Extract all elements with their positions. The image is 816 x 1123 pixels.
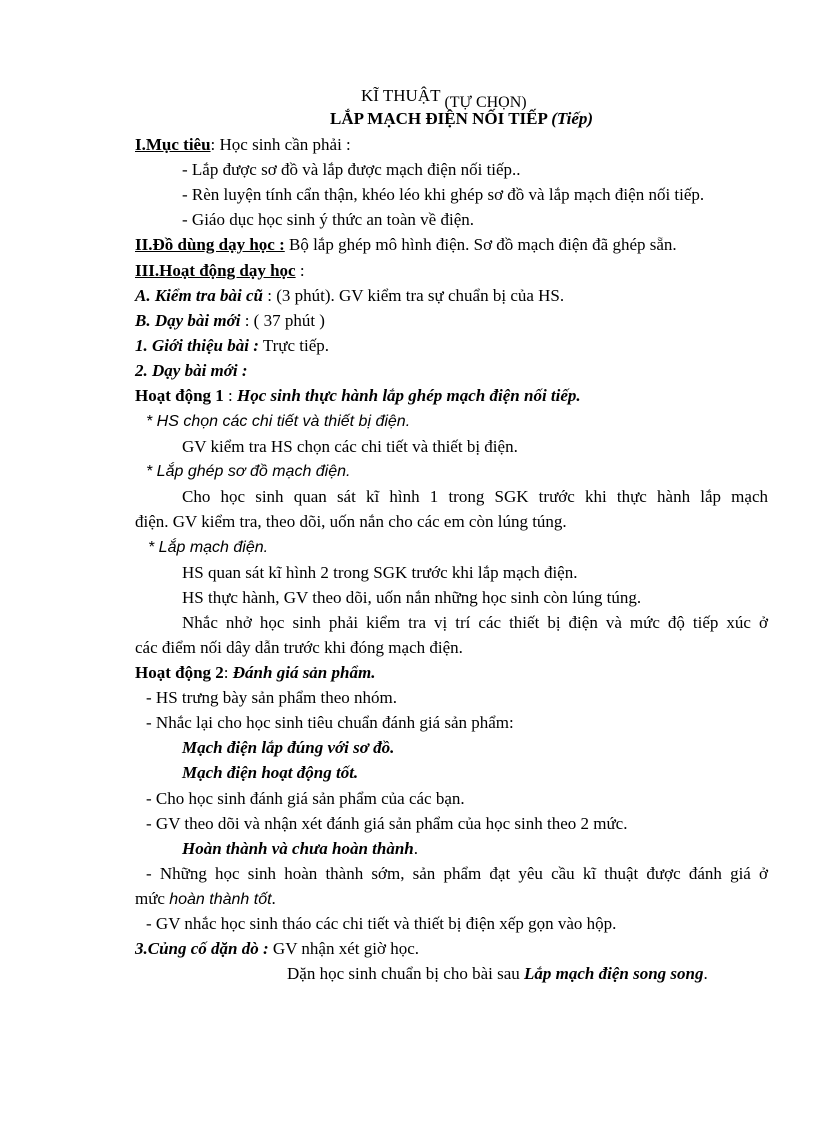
objective-item: - Rèn luyện tính cẩn thận, khéo léo khi ghép sơ đồ và lắp mạch điện nối tiếp. xyxy=(182,185,705,204)
activity2-item-cont-b: hoàn thành tốt xyxy=(169,891,272,908)
activity2-item: - GV theo dõi và nhận xét đánh giá sản phẩm của học sinh theo 2 mức. xyxy=(146,814,628,833)
introduction-line xyxy=(135,335,329,357)
activity2-colon: : xyxy=(223,663,233,682)
activity2-item: - Cho học sinh đánh giá sản phẩm của các bạn. xyxy=(146,789,465,808)
objectives-label: I.Mục tiêu xyxy=(135,135,211,154)
activity1-step2-text: Cho học sinh quan sát kĩ hình 1 trong SGK trước khi thực hành lắp mạch xyxy=(182,487,768,506)
subject-title xyxy=(361,85,527,111)
closing-period: . xyxy=(703,964,708,983)
activity1-step1: * HS chọn các chi tiết và thiết bị điện. xyxy=(146,413,411,430)
activities-label: III.Hoạt động dạy học xyxy=(135,261,296,280)
next-lesson-title: Lắp mạch điện song song xyxy=(524,964,704,983)
activity2-title: Đánh giá sản phẩm. xyxy=(232,663,376,682)
objectives-heading xyxy=(135,134,351,156)
introduction-label: 1. Giới thiệu bài : xyxy=(135,336,259,355)
activity2-heading xyxy=(135,662,375,684)
closing-next-text: Dặn học sinh chuẩn bị cho bài sau xyxy=(287,964,524,983)
review-line xyxy=(135,285,564,307)
activity1-reminder-cont: các điểm nối dây dẫn trước khi đóng mạch điện. xyxy=(135,638,463,657)
evaluation-levels xyxy=(182,838,418,860)
closing-next xyxy=(287,963,708,985)
activity2-item: - GV nhắc học sinh tháo các chi tiết và thiết bị điện xếp gọn vào hộp. xyxy=(146,914,617,933)
activities-heading-suffix: : xyxy=(295,261,305,280)
teach-new-label: 2. Dạy bài mới : xyxy=(135,361,248,380)
closing-text: GV nhận xét giờ học. xyxy=(268,939,419,958)
activity2-item-cont-c: . xyxy=(271,889,276,908)
activity2-item: - Nhắc lại cho học sinh tiêu chuẩn đánh giá sản phẩm: xyxy=(146,713,514,732)
lesson-title-suffix: (Tiếp) xyxy=(551,109,594,128)
materials-text: Bộ lắp ghép mô hình điện. Sơ đồ mạch điện đã ghép sẵn. xyxy=(284,235,677,254)
objective-item: - Lắp được sơ đồ và lắp được mạch điện nối tiếp.. xyxy=(182,160,521,179)
criterion: Mạch điện hoạt động tốt. xyxy=(182,763,359,782)
new-lesson-line xyxy=(135,310,325,332)
activity1-step1-text: GV kiểm tra HS chọn các chi tiết và thiết bị điện. xyxy=(182,437,518,456)
activity1-step3: * Lắp mạch điện. xyxy=(148,539,269,556)
objective-item: - Giáo dục học sinh ý thức an toàn về điện. xyxy=(182,210,474,229)
activity2-item-cont xyxy=(135,888,276,911)
activity2-item-cont-a: mức xyxy=(135,889,170,908)
evaluation-levels-text: Hoàn thành và chưa hoàn thành xyxy=(182,839,414,858)
new-lesson-text: : ( 37 phút ) xyxy=(240,311,325,330)
activity1-heading xyxy=(135,385,581,407)
activity2-item: - Những học sinh hoàn thành sớm, sản phẩm đạt yêu cầu kĩ thuật được đánh giá ở xyxy=(146,864,768,883)
lesson-title-text: LẮP MẠCH ĐIỆN NỐI TIẾP xyxy=(330,109,547,128)
new-lesson-label: B. Dạy bài mới xyxy=(135,311,241,330)
lesson-title xyxy=(330,108,593,130)
activity1-reminder: Nhắc nhở học sinh phải kiểm tra vị trí các thiết bị điện và mức độ tiếp xúc ở xyxy=(182,613,768,632)
review-text: : (3 phút). GV kiểm tra sự chuẩn bị của HS. xyxy=(262,286,565,305)
evaluation-levels-dot: . xyxy=(413,839,418,858)
materials-line xyxy=(135,234,677,256)
activity1-step2: * Lắp ghép sơ đồ mạch điện. xyxy=(146,463,351,480)
activity1-step2-text-cont: điện. GV kiểm tra, theo dõi, uốn nắn cho các em còn lúng túng. xyxy=(135,512,567,531)
activity2-item: - HS trưng bày sản phẩm theo nhóm. xyxy=(146,688,397,707)
activity1-colon: : xyxy=(223,386,238,405)
activity2-label: Hoạt động 2 xyxy=(135,663,224,682)
activities-heading xyxy=(135,260,305,282)
criterion: Mạch điện lắp đúng với sơ đồ. xyxy=(182,738,395,757)
activity1-label: Hoạt động 1 xyxy=(135,386,224,405)
subject-label: KĨ THUẬT xyxy=(361,86,441,105)
review-label: A. Kiểm tra bài cũ xyxy=(135,286,263,305)
closing-line xyxy=(135,938,419,960)
activity1-step3-text: HS thực hành, GV theo dõi, uốn nắn những học sinh còn lúng túng. xyxy=(182,588,642,607)
activity1-step3-text: HS quan sát kĩ hình 2 trong SGK trước khi lắp mạch điện. xyxy=(182,563,578,582)
introduction-text: Trực tiếp. xyxy=(258,336,330,355)
closing-label: 3.Củng cố dặn dò : xyxy=(135,939,269,958)
objectives-intro: : Học sinh cần phải : xyxy=(210,135,351,154)
materials-label: II.Đồ dùng dạy học : xyxy=(135,235,285,254)
activity1-title: Học sinh thực hành lắp ghép mạch điện nối tiếp. xyxy=(237,386,581,405)
elective-label: (TỰ CHỌN) xyxy=(444,94,527,111)
